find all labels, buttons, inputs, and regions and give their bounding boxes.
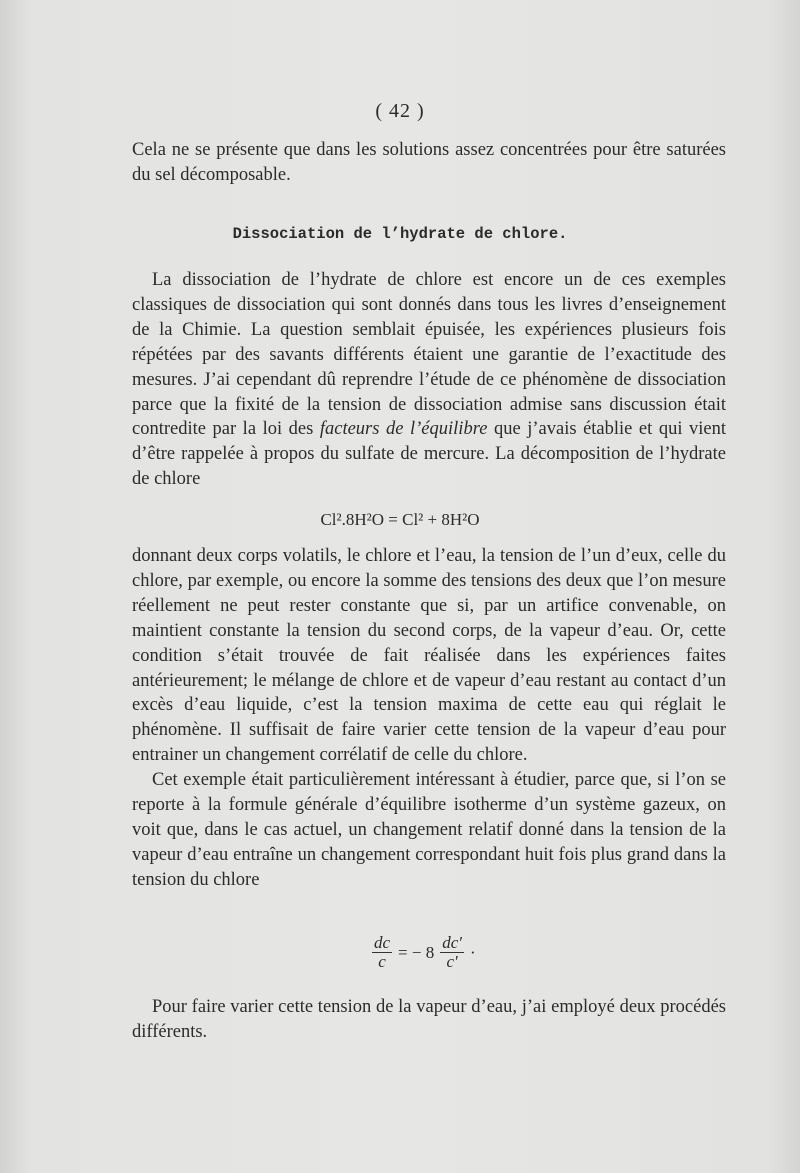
intro-text: Cela ne se présente que dans les solutions assez concentrées pour être saturées du sel décomposable. <box>132 140 726 185</box>
chemical-equation: Cl².8H²O = Cl² + 8H²O <box>320 510 480 529</box>
fraction-right: $\frac{dc'}{c'}$ <box>442 933 462 971</box>
intro-paragraph <box>132 138 726 188</box>
paragraph-1-italic: facteurs de l’équilibre <box>319 419 488 440</box>
paragraph-1-text: La dissociation de l’hydrate de chlore est encore un de ces exemples classiques de dissociation qui sont donnés dans tous les livres d’enseignement de la Chimie. La question semblait épuisée, les expériences plusieurs fois répétées par des savants différents étaient une garantie de l’exactitude des mesures. J’ai cependant dû reprendre l’étude de ce phénomène de dissociation parce que la fixité de la tension de dissociation admise sans discussion était contredite par la loi des <box>132 270 726 440</box>
paragraph-4-text: Pour faire varier cette tension de la vapeur d’eau, j’ai employé deux procédés différents. <box>132 997 726 1042</box>
fraction-left: $\frac{dc}{c}$ <box>374 933 391 971</box>
paragraph-2-text: donnant deux corps volatils, le chlore et l’eau, la tension de l’un d’eux, celle du chlore, par exemple, ou encore la somme des tensions des deux que l’on mesure réellement ne peut rester constante que si, par un artifice convenable, on maintient constante la tension du second corps, de la vapeur d’eau. Or, cette condition s’était trouvée de fait réalisée dans les expériences faites antérieurement; le mélange de chlore et de vapeur d’eau restant au contact d’un excès d’eau liquide, c’est la tension maxima de cette eau qui réglait le phénomène. Il suffisait de faire varier cette tension de la vapeur d’eau pour entrainer un changement corrélatif de celle du chlore. <box>132 546 726 766</box>
paragraph-4 <box>132 995 726 1045</box>
formula-end-dot: · <box>470 942 476 962</box>
differential-equation <box>372 934 476 971</box>
page-number: ( 42 ) <box>375 100 425 122</box>
paragraphs-2-3 <box>132 544 726 893</box>
paragraph-1 <box>132 268 726 492</box>
equals-minus-eight: = − 8 <box>398 942 435 962</box>
paragraph-3-text: Cet exemple était particulièrement intéressant à étudier, parce que, si l’on se reporte à la formule générale d’équilibre isotherme d’un système gazeux, on voit que, dans le cas actuel, un changement relatif donné dans la tension de la vapeur d’eau entraîne un changement correspondant huit fois plus grand dans la tension du chlore <box>132 770 726 890</box>
paragraph-1-text-end: que j’avais établie et qui vient d’être rappelée à propos du sulfate de mercure. La décomposition de l’hydrate de chlore <box>132 419 726 490</box>
section-heading: Dissociation de l’hydrate de chlore. <box>232 225 568 243</box>
